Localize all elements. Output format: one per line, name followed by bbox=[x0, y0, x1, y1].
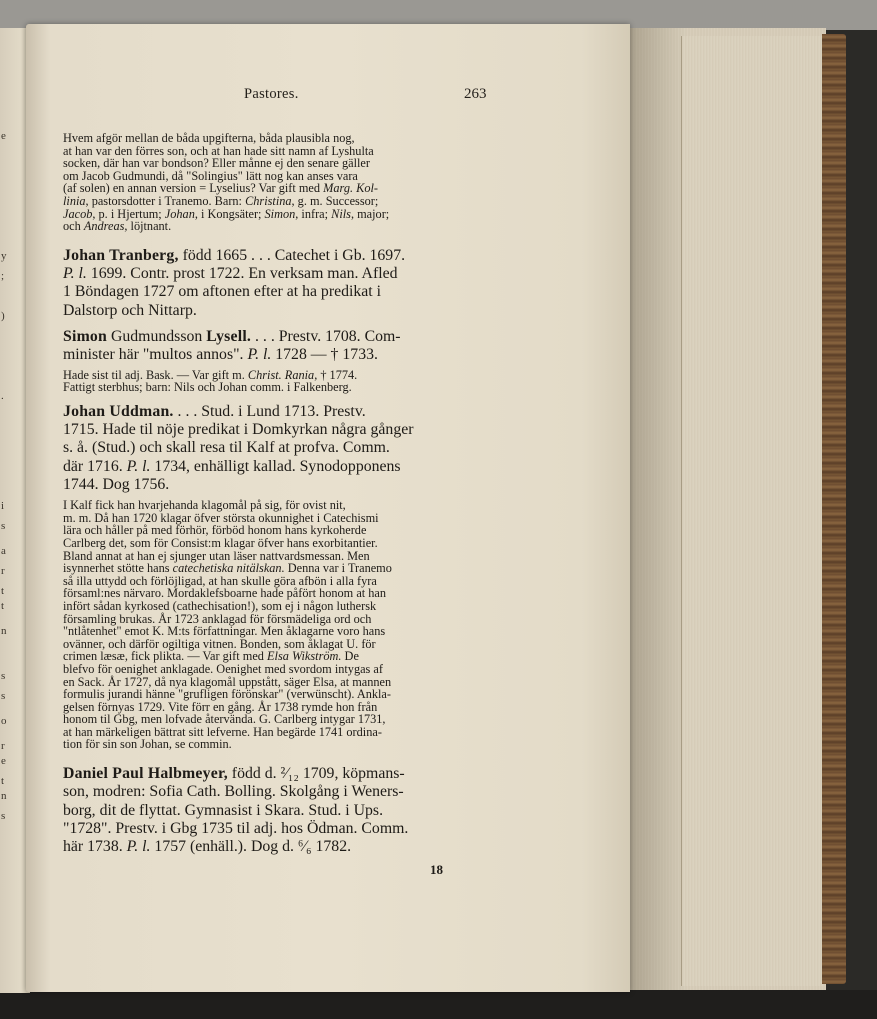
signature-mark: 18 bbox=[430, 862, 443, 877]
italic-text: Elsa Wikström. bbox=[267, 649, 342, 664]
text-run: "ntlåtenhet" emot K. M:ts författningar. Men åklagarne voro hans bbox=[63, 624, 386, 639]
text-run: 1734, enhälligt kallad. Synodopponens bbox=[150, 457, 401, 475]
text-run: och bbox=[63, 219, 84, 234]
text-run: 1699. Contr. prost 1722. En verksam man. Afled bbox=[86, 265, 398, 283]
text-line bbox=[63, 738, 490, 751]
text-run: , infra; bbox=[295, 206, 332, 221]
entry-name: Lysell. bbox=[206, 327, 252, 345]
text-run: 1 Böndagen 1727 om aftonen efter at ha predikat i bbox=[63, 283, 382, 301]
text-run: gelsen förnyas 1729. Vite förr en gång. År 1738 rymde hon från bbox=[63, 699, 378, 714]
text-run: ovänner, och därför ogiltiga vitnen. Bonden, som åklagat U. för bbox=[63, 636, 376, 651]
text-run: infört sådan kyrkosed (cathechisation!), som ej i någon luthersk bbox=[63, 598, 377, 613]
text-run: son, modren: Sofia Cath. Bolling. Skolgång i Weners- bbox=[63, 783, 404, 801]
italic-text: P. l. bbox=[126, 838, 151, 856]
text-run: Hade sist til adj. Bask. — Var gift m. bbox=[63, 367, 248, 382]
text-line bbox=[63, 283, 490, 301]
italic-text: linia bbox=[63, 193, 86, 208]
entry-paragraph bbox=[63, 328, 490, 365]
text-run: Gudmundsson bbox=[107, 327, 207, 345]
previous-page-fragment: y bbox=[1, 250, 7, 262]
text-run: at han var den förres son, och at han hade sitt namn af Lyshulta bbox=[63, 143, 374, 158]
italic-text: Nils bbox=[331, 206, 351, 221]
text-line bbox=[63, 421, 490, 439]
italic-text: P. l. bbox=[126, 457, 151, 475]
italic-text: Andreas bbox=[83, 219, 125, 234]
text-run: isynnerhet stötte hans bbox=[63, 561, 173, 576]
entry-paragraph bbox=[63, 403, 490, 494]
text-run: där 1716. bbox=[63, 457, 127, 475]
previous-page-fragment: i bbox=[1, 500, 5, 512]
text-run: född d. ²⁄₁₂ 1709, köpmans- bbox=[227, 765, 405, 783]
entry-name: Johan Uddman. bbox=[63, 402, 174, 420]
text-run: s. å. (Stud.) och skall resa til Kalf at profva. Comm. bbox=[63, 439, 390, 457]
text-line bbox=[63, 458, 490, 476]
text-run: Denna var i Tranemo bbox=[284, 561, 392, 576]
text-line bbox=[63, 302, 490, 320]
scanner-background-bottom bbox=[0, 990, 877, 1019]
previous-page-fragment: ; bbox=[1, 270, 5, 282]
text-run: född 1665 . . . Catechet i Gb. 1697. bbox=[178, 246, 406, 264]
book-cover-edge bbox=[822, 34, 846, 984]
text-run: m. m. Då han 1720 klagar öfver största okunnighet i Catechismi bbox=[63, 510, 379, 525]
text-run: 1728 — † 1733. bbox=[271, 346, 378, 364]
text-line bbox=[63, 476, 490, 494]
italic-text: catechetiska nitälskan. bbox=[172, 561, 285, 576]
text-line bbox=[63, 265, 490, 283]
text-line bbox=[63, 820, 490, 838]
italic-text: Marg. Kol- bbox=[323, 181, 378, 196]
previous-page-fragment: t bbox=[1, 600, 5, 612]
text-run: , pastorsdotter i Tranemo. Barn: bbox=[85, 193, 246, 208]
previous-page-fragment: t bbox=[1, 775, 5, 787]
text-run: minister här "multos annos". bbox=[63, 346, 248, 364]
previous-page-fragment: e bbox=[1, 130, 6, 142]
text-run: , löjtnant. bbox=[124, 219, 172, 234]
previous-page-fragment: a bbox=[1, 545, 6, 557]
text-run: borg, dit de flyttat. Gymnasist i Skara. Stud. i Ups. bbox=[63, 801, 384, 819]
previous-page-fragment: s bbox=[1, 810, 6, 822]
text-run: Hvem afgör mellan de båda upgifterna, båda plausibla nog, bbox=[63, 131, 355, 145]
text-line bbox=[63, 403, 490, 421]
text-run: (af solen) en annan version = Lyselius? Var gift med bbox=[63, 181, 324, 196]
text-run: , g. m. Successor; bbox=[291, 193, 379, 208]
text-line bbox=[63, 838, 490, 856]
text-run: crimen læsæ, fick plikta. — Var gift med bbox=[63, 649, 268, 664]
italic-text: Christ. Rania bbox=[247, 367, 315, 382]
text-run: en Sack. År 1727, då nya klagomål uppstått, säger Elsa, at mannen bbox=[63, 674, 392, 689]
text-line bbox=[63, 328, 490, 346]
entry-paragraph bbox=[63, 247, 490, 320]
text-run: . . . Prestv. 1708. Com- bbox=[251, 327, 401, 345]
text-run: tion för sin son Johan, se commin. bbox=[63, 737, 232, 752]
previous-page-fragment: o bbox=[1, 715, 7, 727]
entry-name: Simon bbox=[63, 327, 108, 345]
page-number: 263 bbox=[464, 86, 487, 102]
note-paragraph bbox=[63, 132, 490, 233]
italic-text: Johan bbox=[164, 206, 195, 221]
italic-text: Simon bbox=[264, 206, 296, 221]
running-head-title: Pastores. bbox=[244, 86, 299, 102]
text-line bbox=[63, 765, 490, 783]
previous-page-fragment: s bbox=[1, 520, 6, 532]
text-run: , † 1774. bbox=[314, 367, 358, 382]
italic-text: P. l. bbox=[247, 346, 272, 364]
text-run: 1744. Dog 1756. bbox=[63, 475, 170, 493]
text-run: här 1738. bbox=[63, 838, 127, 856]
text-run: 1757 (enhäll.). Dog d. ⁶⁄₆ 1782. bbox=[150, 838, 352, 856]
text-line bbox=[63, 802, 490, 820]
text-line bbox=[63, 381, 490, 394]
text-run: 1715. Hade til nöje predikat i Domkyrkan några gånger bbox=[63, 421, 414, 439]
previous-page-fragment: n bbox=[1, 790, 7, 802]
text-run: , i Kongsäter; bbox=[194, 206, 265, 221]
previous-page-fragment: . bbox=[1, 390, 4, 402]
text-run: formulis jurandi hänne "grufligen förönskar" (verwünscht). Ankla- bbox=[63, 687, 391, 702]
text-run: Carlberg det, som för Consist:m klagar öfver hans exorbitantier. bbox=[63, 535, 378, 550]
entry-name: Daniel Paul Halbmeyer, bbox=[63, 765, 228, 783]
text-run: honom til Gbg, men lofvade återvända. G. Carlberg intygar 1731, bbox=[63, 712, 386, 727]
previous-page-fragment: s bbox=[1, 670, 6, 682]
note-paragraph bbox=[63, 499, 490, 751]
italic-text: P. l. bbox=[63, 265, 87, 283]
previous-page-fragment: s bbox=[1, 690, 6, 702]
text-run: lära och håller på med förhör, förböd honom hans kyrkoherde bbox=[63, 523, 367, 538]
text-run: församl:nes närvaro. Mordaklefsboarne hade påfört honom at han bbox=[63, 586, 387, 601]
text-run: De bbox=[341, 649, 359, 664]
text-run: Bland annat at han ej sjunger utan läser nattvardsmessan. Men bbox=[63, 548, 370, 563]
previous-page-fragment: e bbox=[1, 755, 6, 767]
text-run: om Jacob Gudmundi, då "Solingius" lätt nog kan anses vara bbox=[63, 168, 358, 183]
body-text bbox=[63, 124, 490, 857]
text-run: "1728". Prestv. i Gbg 1735 til adj. hos Ödman. Comm. bbox=[63, 819, 409, 837]
text-run: blefvo för oenighet anklagade. Oenighet med svordom intygas af bbox=[63, 661, 383, 676]
text-line bbox=[63, 346, 490, 364]
text-line bbox=[63, 783, 490, 801]
previous-page-fragment: t bbox=[1, 585, 5, 597]
text-run: , p. i Hjertum; bbox=[92, 206, 165, 221]
text-run: I Kalf fick han hvarjehanda klagomål på sig, för ovist nit, bbox=[63, 498, 346, 513]
text-line bbox=[63, 247, 490, 265]
note-paragraph bbox=[63, 369, 490, 394]
previous-page-fragment: ) bbox=[1, 310, 5, 322]
text-run: Fattigt sterbhus; barn: Nils och Johan comm. i Falkenberg. bbox=[63, 380, 352, 395]
text-run: , major; bbox=[350, 206, 390, 221]
italic-text: Jacob bbox=[63, 206, 93, 221]
previous-page-fragment: r bbox=[1, 565, 5, 577]
entry-name: Johan Tranberg, bbox=[63, 246, 179, 264]
text-run: så illa uttydd och förlöjligad, at han skulle göra afbön i alla fyra bbox=[63, 573, 377, 588]
text-line bbox=[63, 220, 490, 233]
text-line bbox=[63, 439, 490, 457]
previous-page-fragment: r bbox=[1, 740, 5, 752]
italic-text: Christina bbox=[245, 193, 292, 208]
text-run: socken, där han var bondson? Eller månne ej den senare gäller bbox=[63, 156, 370, 171]
text-run: församling brukas. År 1723 anklagad för försmädeliga ord och bbox=[63, 611, 372, 626]
text-run: Dalstorp och Nittarp. bbox=[63, 301, 197, 319]
text-run: at han märkeligen bättrat sitt lefverne. Han begärde 1741 ordina- bbox=[63, 724, 382, 739]
page-block-edges bbox=[625, 28, 826, 990]
previous-page-fragment: n bbox=[1, 625, 7, 637]
entry-paragraph bbox=[63, 765, 490, 856]
text-run: . . . Stud. i Lund 1713. Prestv. bbox=[173, 402, 366, 420]
